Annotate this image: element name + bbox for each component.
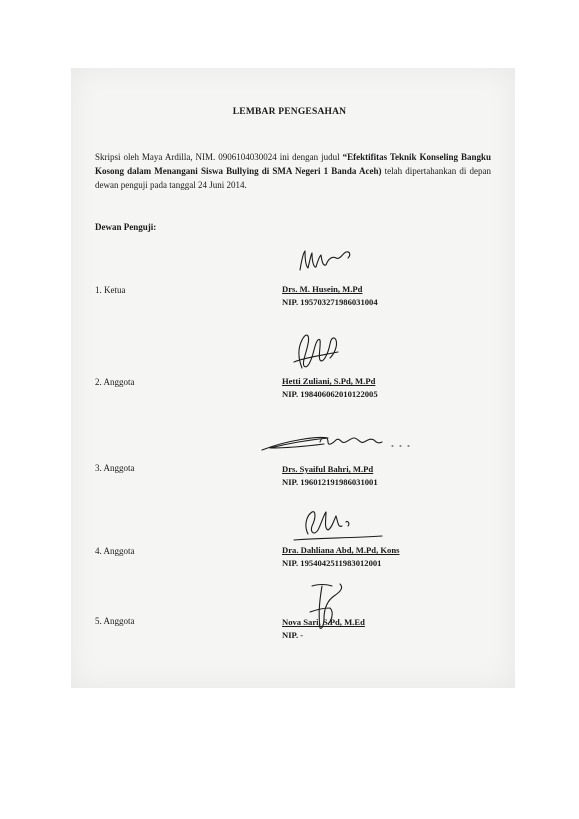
member-nip: NIP. 198406062010122005 — [282, 389, 378, 399]
member-role: 5. Anggota — [95, 616, 135, 626]
member-name: Drs. M. Husein, M.Pd — [282, 284, 363, 294]
signature-image — [288, 328, 342, 374]
member-name: Dra. Dahliana Abd, M.Pd, Kons — [282, 545, 400, 555]
member-nip: NIP. 196012191986031001 — [282, 477, 378, 487]
signature-image — [258, 430, 410, 458]
member-block — [282, 463, 378, 489]
member-role: 4. Anggota — [95, 546, 135, 556]
member-block — [282, 544, 399, 570]
signature-image — [290, 502, 386, 544]
member-nip: NIP. 195703271986031004 — [282, 297, 378, 307]
member-nip: NIP. - — [282, 630, 304, 640]
statement-tail: telah dipertahankan di depan dewan penguji pada tanggal 24 Juni 2014. — [95, 166, 491, 190]
statement-lead: Skripsi oleh Maya Ardilla, NIM. 0906104030024 ini dengan judul — [95, 152, 343, 162]
member-name: Hetti Zuliani, S.Pd, M.Pd — [282, 376, 376, 386]
member-nip: NIP. 1954042511983012001 — [282, 558, 382, 568]
member-block — [282, 375, 378, 401]
approval-statement — [95, 150, 491, 192]
member-block — [282, 283, 378, 309]
member-role: 1. Ketua — [95, 285, 126, 295]
document-title: LEMBAR PENGESAHAN — [232, 107, 347, 117]
thesis-title: “Efektifitas Teknik Konseling Bangku Kosong dalam Menangani Siswa Bullying di SMA Negeri 1 Banda Aceh) — [95, 152, 491, 176]
member-role: 3. Anggota — [95, 463, 135, 473]
signature-image — [296, 246, 356, 276]
member-name: Drs. Syaiful Bahri, M.Pd — [282, 464, 374, 474]
member-name: Nova Sari, S.Pd, M.Ed — [282, 617, 365, 627]
committee-heading: Dewan Penguji: — [95, 222, 157, 232]
signature-image — [300, 578, 350, 634]
member-role: 2. Anggota — [95, 377, 135, 387]
